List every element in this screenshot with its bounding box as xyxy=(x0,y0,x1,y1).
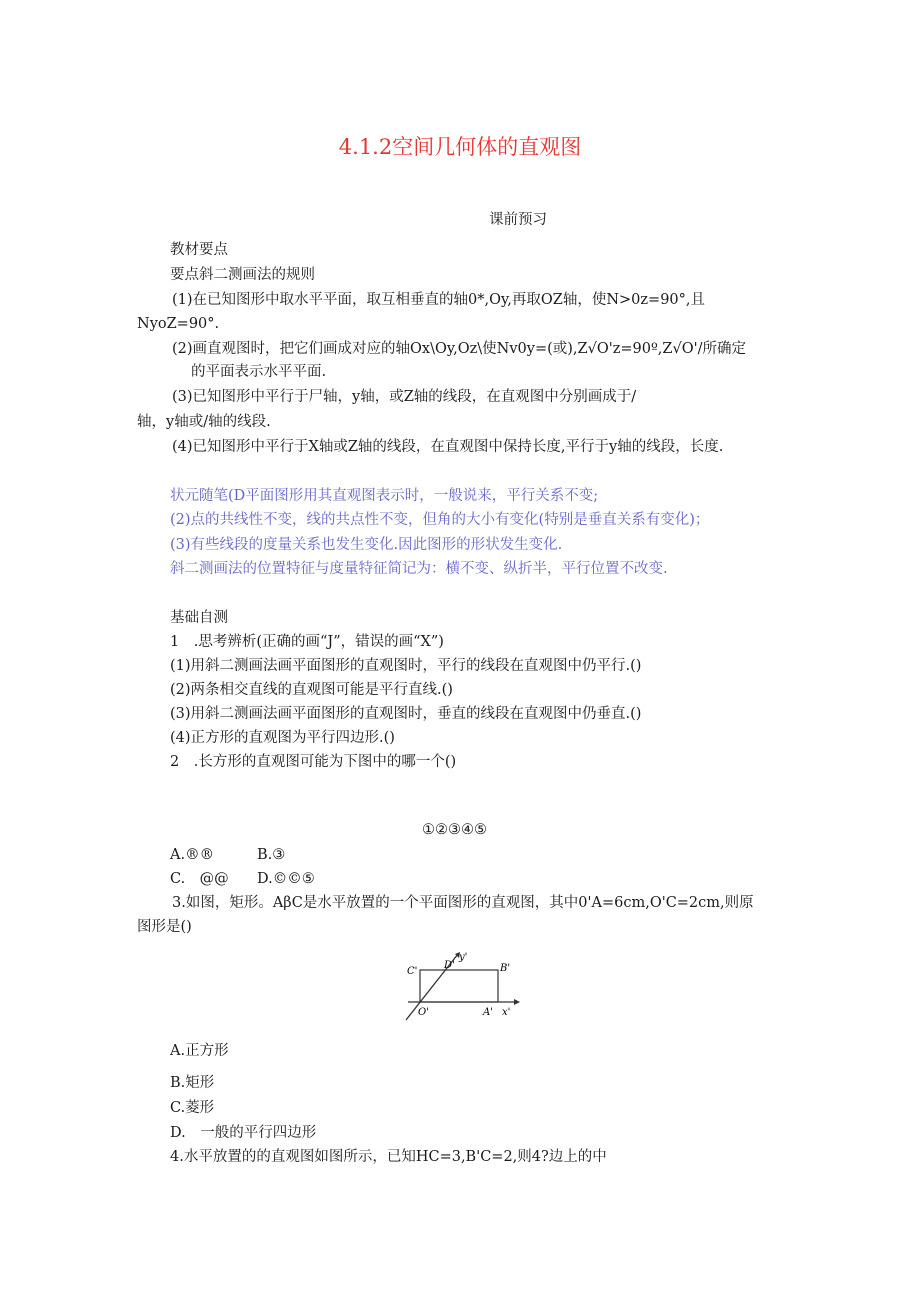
rule-3-cont: 轴，y轴或/轴的线段. xyxy=(137,414,271,430)
rule-1-cont: NyoZ=90°. xyxy=(137,316,220,332)
rule-2-cont: 的平面表示水平平面. xyxy=(191,364,327,380)
label-d: D' xyxy=(444,960,455,971)
label-c: C' xyxy=(407,966,418,977)
question-2: 2 .长方形的直观图可能为下图中的哪一个() xyxy=(170,754,457,770)
question-1-item-1: (1)用斜二测画法画平面图形的直观图时，平行的线段在直观图中仍平行.() xyxy=(170,658,642,674)
question-3: 3.如图，矩形。AβC是水平放置的一个平面图形的直观图，其中0'A=6cm,O'C=2cm,则原 xyxy=(172,895,754,911)
question-4: 4.水平放置的的直观图如图所示，已知HC=3,B'C=2,则4?边上的中 xyxy=(170,1149,607,1165)
rule-heading: 要点斜二测画法的规则 xyxy=(170,267,315,283)
question-3-cont: 图形是() xyxy=(137,919,192,935)
label-y: y' xyxy=(459,952,468,963)
note-3: (3)有些线段的度量关系也发生变化.因此图形的形状发生变化. xyxy=(170,537,563,553)
question-1-item-4: (4)正方形的直观图为平行四边形.() xyxy=(170,730,395,746)
rule-4: (4)已知图形中平行于X轴或Z轴的线段，在直观图中保持长度,平行于y轴的线段，长度. xyxy=(172,439,724,455)
note-summary: 斜二测画法的位置特征与度量特征简记为：横不变、纵折半，平行位置不改变. xyxy=(170,561,668,577)
note-1: 状元随笔(D平面图形用其直观图表示时，一般说来，平行关系不变; xyxy=(170,488,599,504)
q2-option-a: A.®® xyxy=(170,847,215,863)
q2-option-c: C. @@ xyxy=(170,871,229,887)
rule-2: (2)画直观图时，把它们画成对应的轴Ox\Oy,Oz\使Nv0y=(或),Z√O'z=90º,Z√O'/所确定 xyxy=(172,341,746,357)
figure-numbers: ①②③④⑤ xyxy=(422,822,487,838)
oblique-rectangle-figure xyxy=(404,952,520,1022)
note-2: (2)点的共线性不变，线的共点性不变，但角的大小有变化(特别是垂直关系有变化)； xyxy=(170,512,710,528)
rectangle-oabc xyxy=(420,970,498,1002)
q3-option-d: D. 一般的平行四边形 xyxy=(170,1125,317,1141)
rule-1: (1)在已知图形中取水平平面，取互相垂直的轴0*,Oy,再取OZ轴，使N>0z=90°,且 xyxy=(172,292,706,308)
question-1: 1 .思考辨析(正确的画“J”，错误的画“X”) xyxy=(170,634,444,650)
x-axis-arrow xyxy=(514,999,520,1005)
label-o: O' xyxy=(418,1007,429,1018)
textbook-points-heading: 教材要点 xyxy=(170,242,228,258)
q2-option-d: D.©©⑤ xyxy=(257,871,315,887)
label-b: B' xyxy=(500,963,511,974)
question-1-item-2: (2)两条相交直线的直观图可能是平行直线.() xyxy=(170,682,453,698)
q3-option-c: C.菱形 xyxy=(170,1100,215,1116)
page-title: 4.1.2空间几何体的直观图 xyxy=(338,135,582,159)
question-1-item-3: (3)用斜二测画法画平面图形的直观图时，垂直的线段在直观图中仍垂直.() xyxy=(170,706,642,722)
label-x: x' xyxy=(502,1007,511,1018)
section-heading: 课前预习 xyxy=(489,212,547,228)
q2-option-b: B.③ xyxy=(257,847,286,863)
rule-3: (3)已知图形中平行于尸轴，y轴，或Z轴的线段，在直观图中分别画成于/ xyxy=(172,389,637,405)
q3-option-a: A.正方形 xyxy=(170,1043,229,1059)
self-test-heading: 基础自测 xyxy=(170,610,228,626)
q3-option-b: B.矩形 xyxy=(170,1075,215,1091)
label-a: A' xyxy=(483,1007,493,1018)
